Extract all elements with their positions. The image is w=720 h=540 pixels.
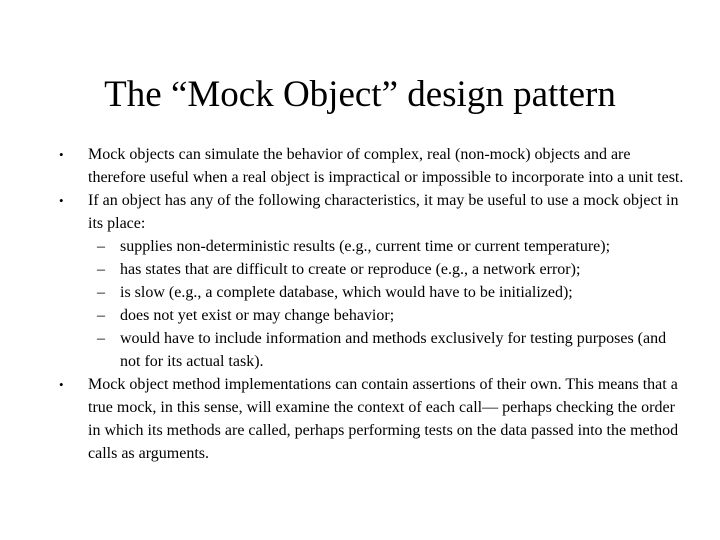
bullet-text: If an object has any of the following characteristics, it may be useful to use a mock object in its place:	[88, 192, 679, 232]
bullet-item	[0, 189, 688, 235]
sub-item	[0, 304, 688, 327]
sub-item-text: is slow (e.g., a complete database, which would have to be initialized);	[120, 284, 573, 301]
bullet-text: Mock object method implementations can contain assertions of their own. This means that a true mock, in this sense, will examine the context of each call— perhaps checking the order in which its methods are called, perhaps performing tests on the data passed into the method calls as arguments.	[88, 376, 679, 462]
sub-marker: –	[97, 307, 105, 324]
bullet-item	[0, 373, 688, 465]
sub-item	[0, 235, 688, 258]
sub-item	[0, 281, 688, 304]
sub-item	[0, 258, 688, 281]
bullet-marker: •	[59, 193, 64, 208]
sub-item-text: would have to include information and methods exclusively for testing purposes (and not for its actual task).	[120, 330, 667, 370]
bullet-marker: •	[59, 377, 64, 392]
sub-item-text: does not yet exist or may change behavior;	[120, 307, 395, 324]
bullet-text: Mock objects can simulate the behavior of complex, real (non-mock) objects and are therefore useful when a real object is impractical or impossible to incorporate into a unit test.	[88, 146, 684, 186]
sub-item-text: supplies non-deterministic results (e.g., current time or current temperature);	[120, 238, 611, 255]
sub-marker: –	[97, 330, 105, 347]
slide-title: The “Mock Object” design pattern	[104, 74, 616, 115]
sub-marker: –	[97, 284, 105, 301]
sub-item	[0, 327, 688, 373]
bullet-marker: •	[59, 147, 64, 162]
bullet-item	[0, 143, 688, 189]
slide-content	[0, 143, 720, 465]
sub-marker: –	[97, 238, 105, 255]
sub-item-text: has states that are difficult to create or reproduce (e.g., a network error);	[120, 261, 581, 278]
sub-marker: –	[97, 261, 105, 278]
